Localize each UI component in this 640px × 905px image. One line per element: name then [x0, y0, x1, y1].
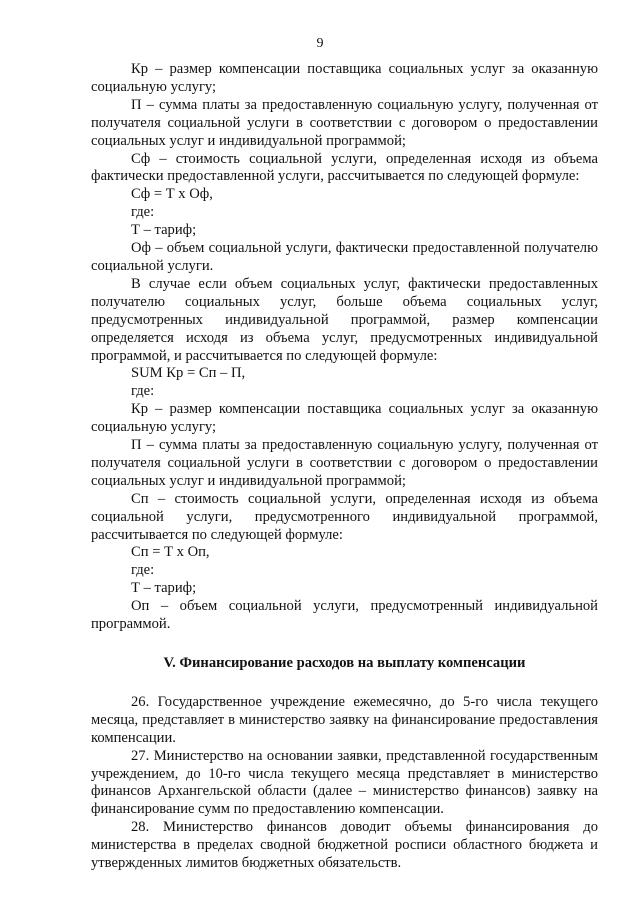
formula-sum-kp: SUM Кр = Сп – П, [131, 365, 246, 382]
case-paragraph: В случае если объем социальных услуг, фактически предоставленных получателю социальных услуг, больше объема социальных услуг, предусмотренных индивидуальной программой, размер компенсации определяется исходя из объема услуг, предусмотренных индивидуальной программой, и рассчитывается по следующей формуле: [91, 275, 598, 364]
page-number: 9 [316, 36, 324, 51]
formula-sf: Сф = Т х Оф, [131, 186, 213, 203]
definition-sp: Сп – стоимость социальной услуги, определенная исходя из объема социальной услуги, предусмотренного индивидуальной программой, рассчитывается по следующей формуле: [91, 490, 598, 543]
definition-t: Т – тариф; [131, 580, 197, 597]
definition-kp: Кр – размер компенсации поставщика социальных услуг за оказанную социальную услугу; [91, 61, 598, 95]
definition-kp: Кр – размер компенсации поставщика социальных услуг за оказанную социальную услугу; [91, 401, 598, 436]
definition-sf: Сф – стоимость социальной услуги, определенная исходя из объема фактически предоставленной услуги, рассчитывается по следующей формуле: [91, 150, 598, 185]
section-heading: V. Финансирование расходов на выплату компенсации [163, 655, 526, 671]
definition-t: Т – тариф; [131, 222, 197, 239]
definition-op: Оп – объем социальной услуги, предусмотренный индивидуальной программой. [91, 598, 598, 633]
clause-26: 26. Государственное учреждение ежемесячно, до 5-го числа текущего месяца, представляет в министерство заявку на финансирование предоставления компенсации. [91, 693, 598, 746]
definition-p: П – сумма платы за предоставленную социальную услугу, полученная от получателя социальной услуги в соответствии с договором о предоставлении социальных услуг и индивидуальной программой; [91, 96, 598, 149]
formula-sp: Сп = Т х Оп, [131, 544, 210, 561]
definition-p: П – сумма платы за предоставленную социальную услугу, полученная от получателя социальной услуги в соответствии с договором о предоставлении социальных услуг и индивидуальной программой; [91, 437, 598, 489]
clause-28: 28. Министерство финансов доводит объемы финансирования до министерства в пределах сводной бюджетной росписи областного бюджета и утвержденных лимитов бюджетных обязательств. [91, 819, 598, 872]
where-label: где: [131, 204, 155, 221]
definition-of: Оф – объем социальной услуги, фактически предоставленной получателю социальной услуги. [91, 240, 598, 274]
where-label: где: [131, 383, 155, 400]
document-body [91, 61, 598, 873]
clause-27: 27. Министерство на основании заявки, представленной государственным учреждением, до 10-го числа текущего месяца представляет в министерство финансов Архангельской области (далее – министерство финансов) заявку на финансирование сумм по предоставлению компенсации. [91, 747, 598, 818]
where-label: где: [131, 562, 155, 579]
